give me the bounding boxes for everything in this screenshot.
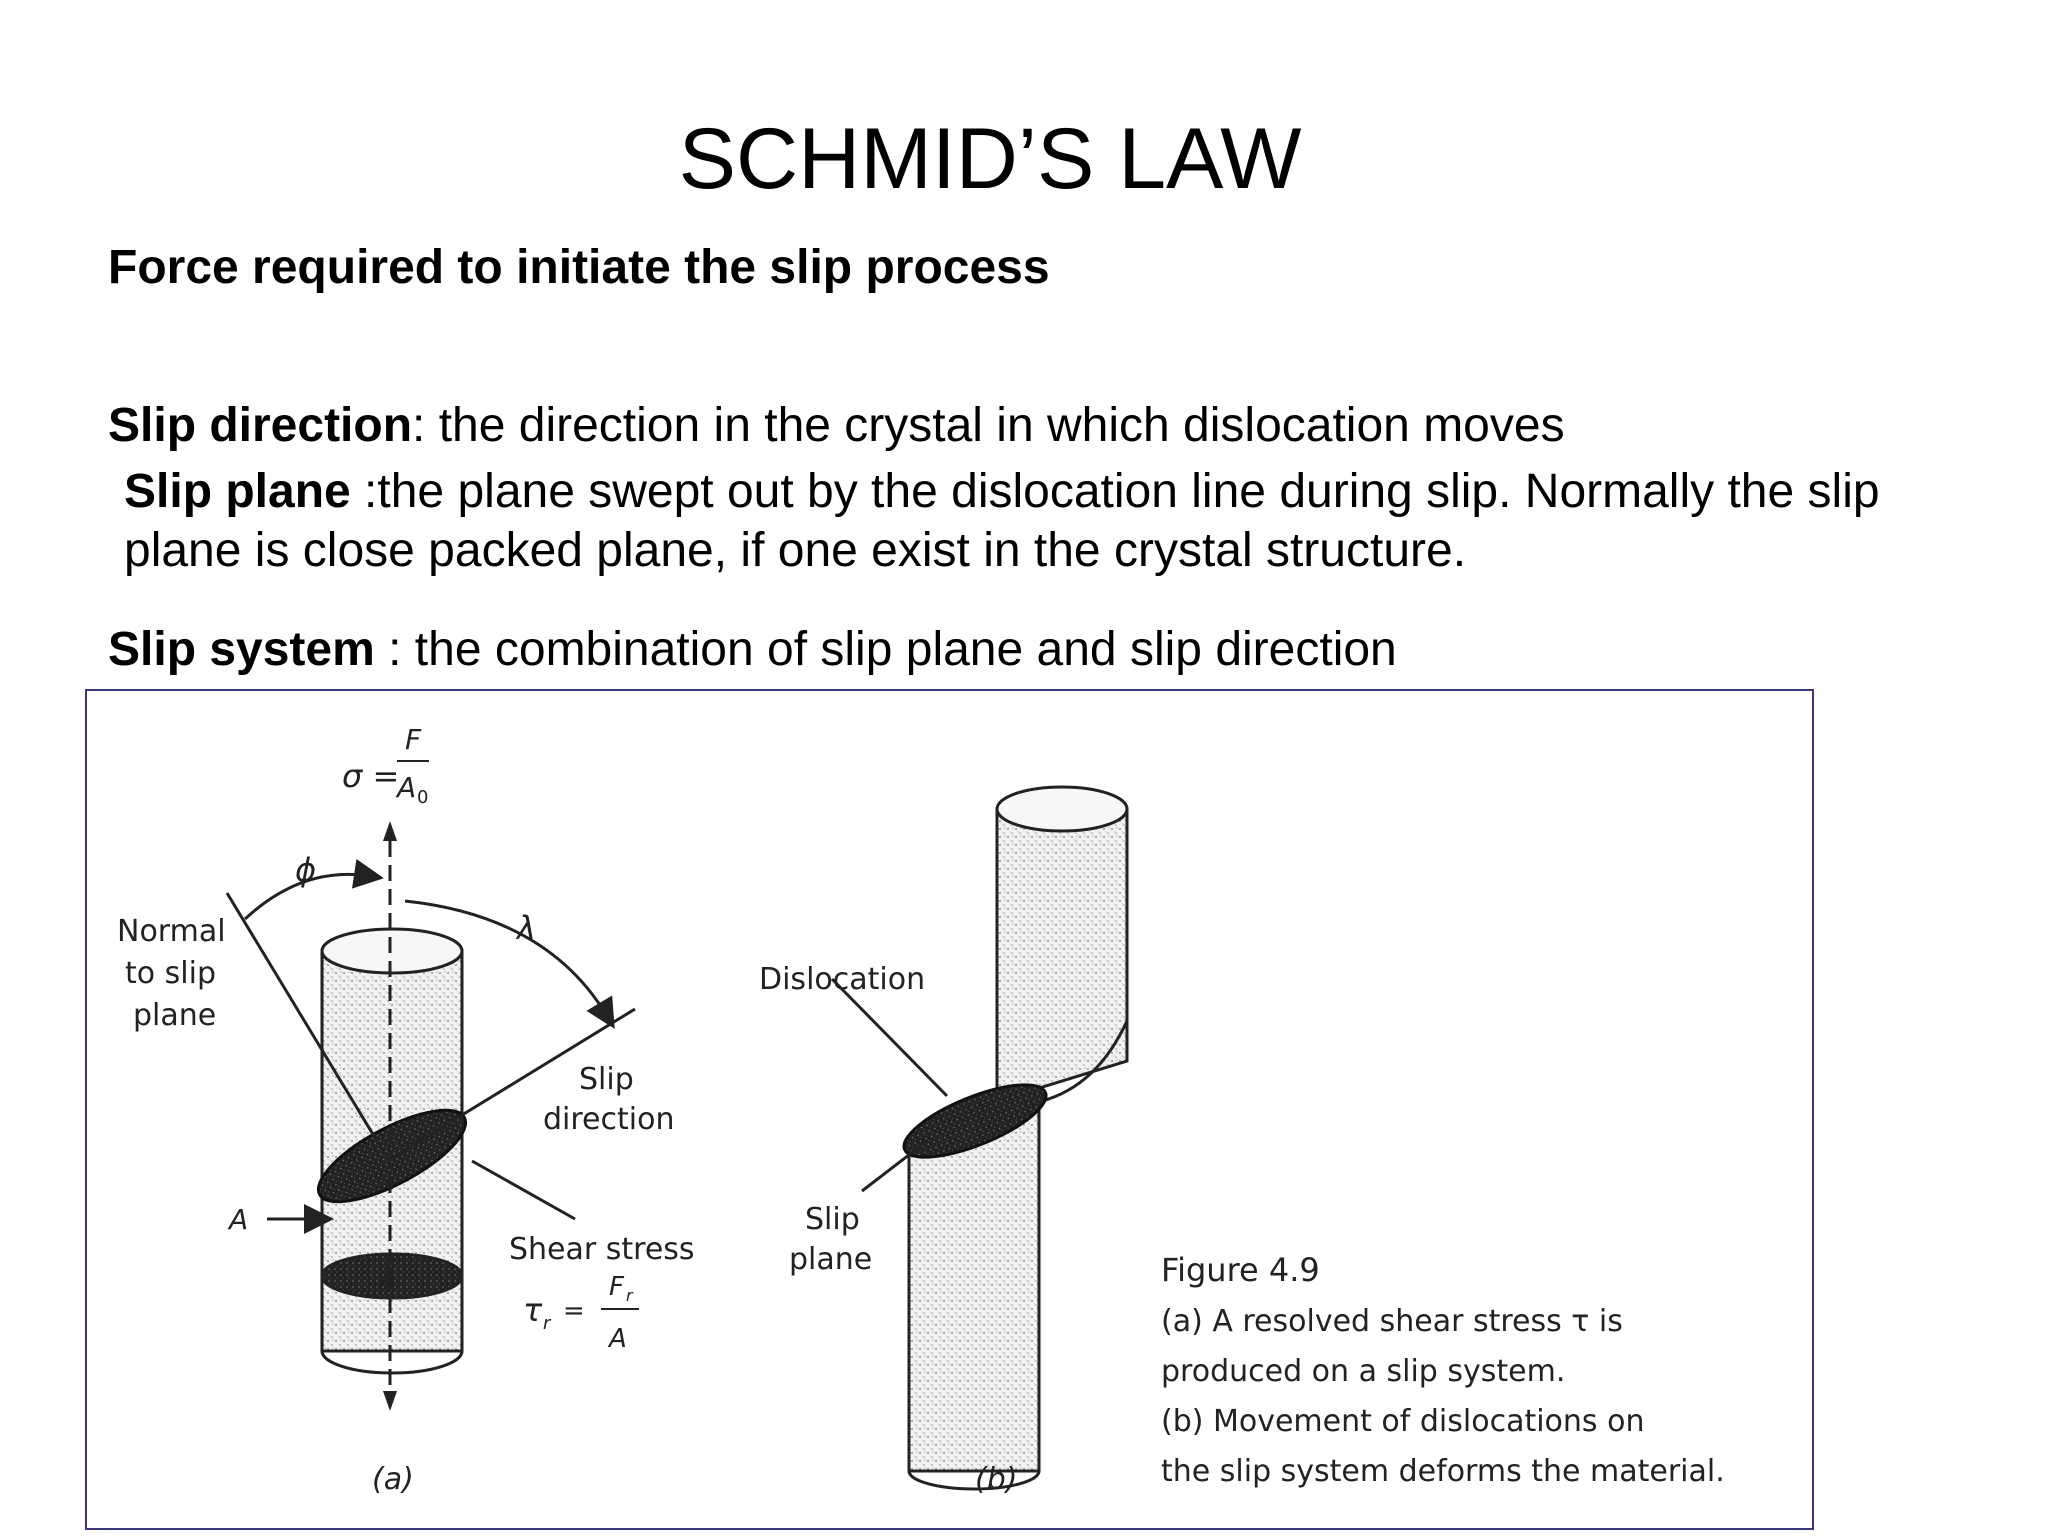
- normal-label-line2: to slip: [125, 956, 216, 991]
- figure-caption-title: Figure 4.9: [1161, 1251, 1320, 1289]
- definition-slip-direction: [108, 396, 1565, 455]
- definition-slip-system: [108, 620, 1397, 679]
- normal-label-line3: plane: [133, 998, 217, 1033]
- tau-subscript: r: [543, 1313, 551, 1334]
- area-label: A: [229, 1203, 249, 1236]
- text-slip-plane: :the plane swept out by the dislocation line during slip. Normally the slip plane is close packed plane, if one exist in the crystal structure.: [124, 465, 1880, 577]
- tau-label: τ: [523, 1291, 543, 1329]
- slip-plane-label-line1: Slip: [805, 1202, 860, 1237]
- area-zero-subscript: 0: [417, 787, 429, 808]
- slip-area-label: A: [609, 1324, 627, 1354]
- force-label: F: [405, 723, 422, 756]
- area-inside-label: A: [379, 1264, 397, 1294]
- lambda-label: λ: [517, 909, 536, 947]
- area-zero-label: A: [397, 771, 417, 804]
- term-slip-direction: Slip direction: [108, 399, 413, 452]
- figure-caption-line1: (a) A resolved shear stress τ is: [1161, 1304, 1623, 1339]
- figure-frame: [85, 689, 1814, 1530]
- shear-stress-label: Shear stress: [509, 1232, 695, 1267]
- sigma-label: σ =: [342, 757, 400, 795]
- resolved-force-label: F: [609, 1272, 624, 1302]
- definition-slip-plane: [124, 462, 2004, 580]
- slip-direction-label-line1: Slip: [579, 1062, 634, 1097]
- page-title: SCHMID’S LAW: [678, 111, 1302, 207]
- load-arrow-top: [383, 821, 397, 841]
- slip-direction-label-line2: direction: [543, 1102, 675, 1137]
- term-slip-system: Slip system: [108, 623, 375, 676]
- slip-plane-label-line2: plane: [789, 1242, 873, 1277]
- subtitle: Force required to initiate the slip process: [108, 241, 1050, 294]
- figure-caption-line2: produced on a slip system.: [1161, 1354, 1566, 1389]
- phi-label: ϕ: [295, 851, 317, 889]
- caption-b: (b): [975, 1462, 1018, 1497]
- figure-caption-line3: (b) Movement of dislocations on: [1161, 1404, 1645, 1439]
- cylinder-b-upper: [997, 787, 1127, 1101]
- caption-a: (a): [372, 1462, 414, 1497]
- load-arrow-bottom: [383, 1391, 397, 1411]
- dislocation-label: Dislocation: [759, 962, 926, 997]
- cylinder-b-lower: [909, 1111, 1039, 1489]
- text-slip-system: : the combination of slip plane and slip direction: [374, 623, 1397, 676]
- tau-equals: =: [563, 1296, 585, 1326]
- shear-pointer: [472, 1161, 575, 1219]
- normal-label-line1: Normal: [117, 914, 226, 949]
- figure-caption-line4: the slip system deforms the material.: [1161, 1454, 1725, 1489]
- figure-illustration: [87, 691, 1812, 1528]
- resolved-force-subscript: r: [626, 1286, 633, 1305]
- term-slip-plane: Slip plane: [124, 465, 351, 518]
- text-slip-direction: : the direction in the crystal in which dislocation moves: [412, 399, 1565, 452]
